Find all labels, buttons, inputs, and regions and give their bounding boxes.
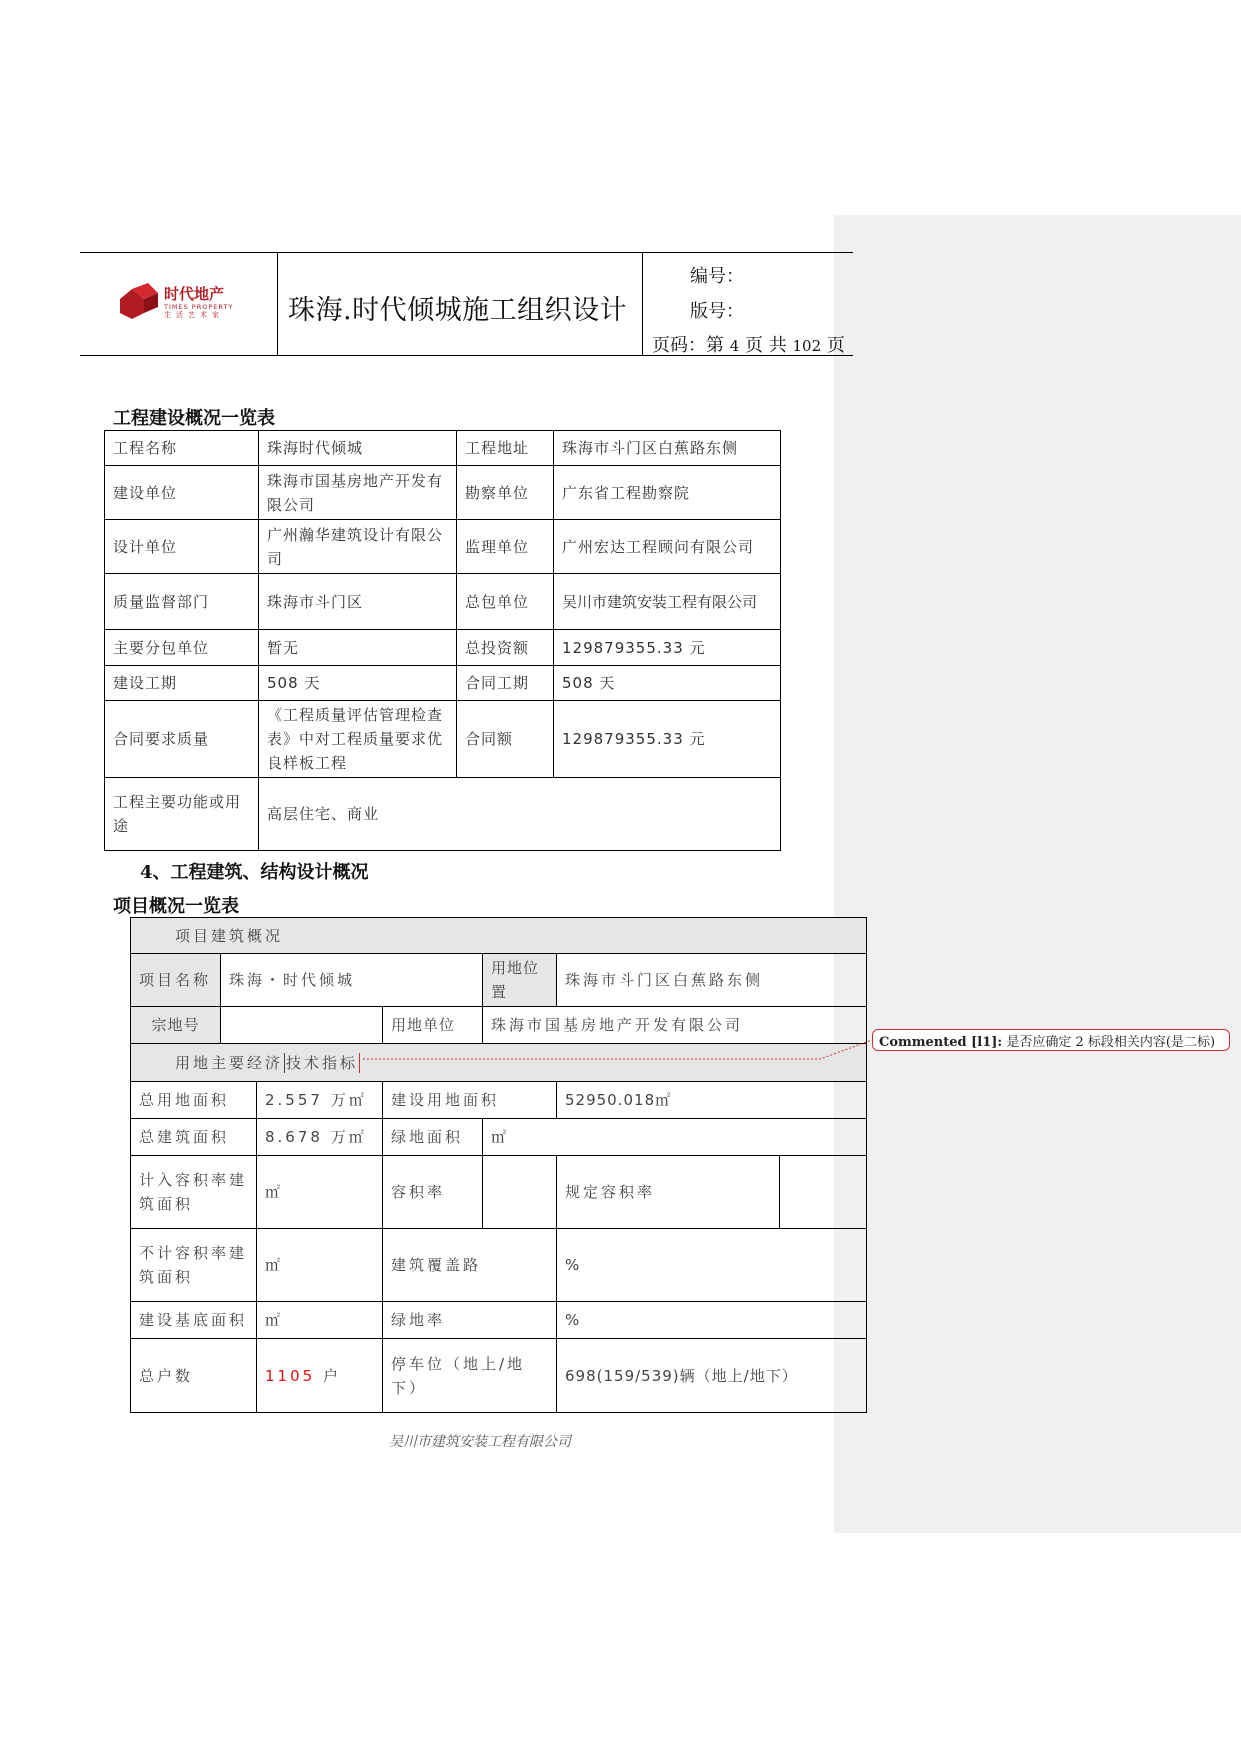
indicators-text-b: 技术指标 xyxy=(286,1053,359,1072)
cell-value: 508 天 xyxy=(259,666,457,701)
cell-value: 52950.018㎡ xyxy=(557,1082,867,1119)
cell-label: 总包单位 xyxy=(457,574,554,630)
cell-value: 广州宏达工程顾问有限公司 xyxy=(554,520,781,574)
cell-value: 暂无 xyxy=(259,630,457,666)
page-unit: 页 xyxy=(826,335,845,356)
cell-value: 珠海市国基房地产开发有限公司 xyxy=(259,466,457,520)
page-label: 页码：第 xyxy=(652,335,724,356)
cell-value: 珠海市斗门区白蕉路东侧 xyxy=(557,954,867,1007)
cell-label: 绿地率 xyxy=(383,1302,557,1339)
cell-label: 总投资额 xyxy=(457,630,554,666)
cell-value: 广东省工程勘察院 xyxy=(554,466,781,520)
cell-value: 高层住宅、商业 xyxy=(259,778,781,851)
cell-label: 质量监督部门 xyxy=(105,574,259,630)
svg-text:时代地产: 时代地产 xyxy=(164,285,225,303)
design-overview-heading: 4、工程建筑、结构设计概况 xyxy=(140,862,369,883)
cell-label: 工程名称 xyxy=(105,431,259,466)
cell-value: ㎡ xyxy=(257,1229,383,1302)
cell-label: 主要分包单位 xyxy=(105,630,259,666)
cell-label: 规定容积率 xyxy=(557,1156,780,1229)
review-comment[interactable] xyxy=(872,1029,1230,1051)
cell-value: 129879355.33 元 xyxy=(554,701,781,778)
cell-value: ㎡ xyxy=(257,1302,383,1339)
svg-text:生活艺术家: 生活艺术家 xyxy=(164,311,224,319)
cell-label: 合同工期 xyxy=(457,666,554,701)
households-unit: 户 xyxy=(322,1366,341,1385)
cell-value: 珠海市斗门区 xyxy=(259,574,457,630)
number-label: 编号： xyxy=(690,266,744,287)
page-current: 4 xyxy=(729,337,740,355)
cell-label: 建设用地面积 xyxy=(383,1082,557,1119)
cell-label: 用地单位 xyxy=(383,1007,483,1044)
cell-label: 计入容积率建筑面积 xyxy=(131,1156,257,1229)
cell-value: 珠海市斗门区白蕉路东侧 xyxy=(554,431,781,466)
cell-value: 广州瀚华建筑设计有限公司 xyxy=(259,520,457,574)
comment-author: Commented [l1]: xyxy=(879,1035,1003,1050)
svg-text:TIMES PROPERTY: TIMES PROPERTY xyxy=(164,303,234,311)
cell-label: 容积率 xyxy=(383,1156,483,1229)
households-number: 1105 xyxy=(265,1366,316,1385)
cell-value: % xyxy=(557,1229,867,1302)
cell-label: 建设工期 xyxy=(105,666,259,701)
cell-label: 绿地面积 xyxy=(383,1119,483,1156)
project-summary-title: 项目概况一览表 xyxy=(113,896,239,917)
cell-value: ㎡ xyxy=(483,1119,867,1156)
cell-value: 珠海市国基房地产开发有限公司 xyxy=(483,1007,867,1044)
arch-overview-header: 项目建筑概况 xyxy=(131,918,867,954)
cell-value: 129879355.33 元 xyxy=(554,630,781,666)
document-title: 珠海.时代倾城施工组织设计 xyxy=(288,295,628,326)
cell-label: 监理单位 xyxy=(457,520,554,574)
cell-label: 建设基底面积 xyxy=(131,1302,257,1339)
cell-value: 《工程质量评估管理检查表》中对工程质量要求优良样板工程 xyxy=(259,701,457,778)
cell-label: 宗地号 xyxy=(131,1007,221,1044)
version-label: 版号： xyxy=(690,301,744,322)
cell-label: 工程地址 xyxy=(457,431,554,466)
comment-text: 是否应确定 2 标段相关内容(是二标) xyxy=(1006,1035,1216,1050)
cell-value: 508 天 xyxy=(554,666,781,701)
page-mid: 页 共 xyxy=(745,335,787,356)
cell-label: 合同额 xyxy=(457,701,554,778)
indicators-text-a: 用地主要经济 xyxy=(175,1053,284,1072)
cell-value: 8.678 万㎡ xyxy=(257,1119,383,1156)
cell-value: 2.557 万㎡ xyxy=(257,1082,383,1119)
cell-value: 吴川市建筑安装工程有限公司 xyxy=(554,574,781,630)
footer-company: 吴川市建筑安装工程有限公司 xyxy=(389,1434,571,1450)
cell-label: 项目名称 xyxy=(131,954,221,1007)
cell-label: 停车位（地上/地下） xyxy=(383,1339,557,1413)
cell-value: % xyxy=(557,1302,867,1339)
cell-label: 总建筑面积 xyxy=(131,1119,257,1156)
cell-label: 建设单位 xyxy=(105,466,259,520)
cell-value: ㎡ xyxy=(257,1156,383,1229)
cell-label: 工程主要功能或用途 xyxy=(105,778,259,851)
cell-label: 设计单位 xyxy=(105,520,259,574)
cell-label: 用地位置 xyxy=(483,954,557,1007)
parking-value: 698(159/539)辆（地上/地下） xyxy=(557,1339,867,1413)
overview-table-title: 工程建设概况一览表 xyxy=(113,408,275,429)
cell-label: 合同要求质量 xyxy=(105,701,259,778)
page-total: 102 xyxy=(792,337,822,355)
cell-label: 总户数 xyxy=(131,1339,257,1413)
cell-value: 珠海・时代倾城 xyxy=(221,954,483,1007)
cell-label: 勘察单位 xyxy=(457,466,554,520)
cell-label: 总用地面积 xyxy=(131,1082,257,1119)
cell-label: 建筑覆盖路 xyxy=(383,1229,557,1302)
cell-value: 珠海时代倾城 xyxy=(259,431,457,466)
cell-label: 不计容积率建筑面积 xyxy=(131,1229,257,1302)
